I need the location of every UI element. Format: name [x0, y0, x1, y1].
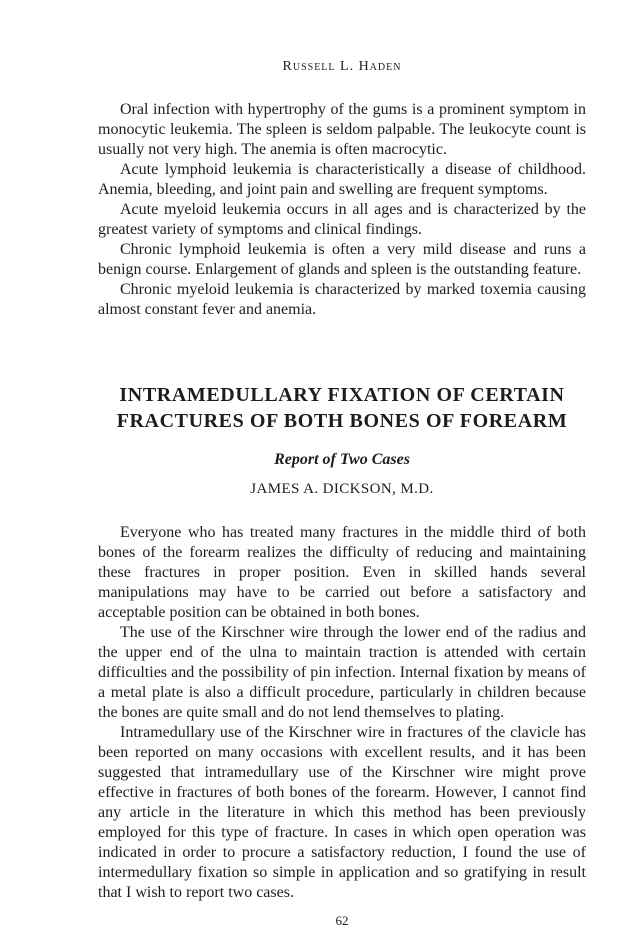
- paragraph: Oral infection with hypertrophy of the gums is a prominent symptom in monocytic leukemia. The spleen is seldom palpable. The leukocyte count is usually not very high. The anemia is often macrocytic.: [98, 101, 586, 158]
- article-title-line: INTRAMEDULLARY FIXATION OF CERTAIN: [119, 384, 565, 406]
- paragraph: The use of the Kirschner wire through the lower end of the radius and the upper end of the ulna to maintain traction is attended with certain difficulties and the possibility of pin infection. Internal fixation by means of a metal plate is also a difficult procedure, particularly in children because the bones are quite small and do not lend themselves to plating.: [98, 624, 586, 721]
- article-subtitle: Report of Two Cases: [274, 451, 410, 468]
- previous-article-text: [98, 100, 586, 320]
- paragraph: Acute myeloid leukemia occurs in all ages and is characterized by the greatest variety of symptoms and clinical findings.: [98, 201, 586, 238]
- article-heading: [98, 382, 586, 499]
- article-author: JAMES A. DICKSON, M.D.: [250, 481, 434, 497]
- paragraph: Acute lymphoid leukemia is characteristically a disease of childhood. Anemia, bleeding, and joint pain and swelling are frequent symptoms.: [98, 161, 586, 198]
- paragraph: Chronic myeloid leukemia is characterized by marked toxemia causing almost constant fever and anemia.: [98, 281, 586, 318]
- journal-page: [98, 58, 586, 938]
- running-head: Russell L. Haden: [282, 59, 402, 74]
- paragraph: Everyone who has treated many fractures in the middle third of both bones of the forearm realizes the difficulty of reducing and maintaining these fractures in proper position. Even in skilled hands several manipulations may have to be carried out before a satisfactory and acceptable position can be obtained in both bones.: [98, 524, 586, 621]
- paragraph: Chronic lymphoid leukemia is often a very mild disease and runs a benign course. Enlargement of glands and spleen is the outstanding feature.: [98, 241, 586, 278]
- article-body: [98, 523, 586, 903]
- article-title-line: FRACTURES OF BOTH BONES OF FOREARM: [116, 410, 568, 432]
- paragraph: Intramedullary use of the Kirschner wire in fractures of the clavicle has been reported on many occasions with excellent results, and it has been suggested that intramedullary use of the Kirschner wire might prove effective in fractures of both bones of the forearm. However, I cannot find any article in the literature in which this method has been previously employed for this type of fracture. In cases in which open operation was indicated in order to procure a satisfactory reduction, I found the use of intermedullary fixation so simple in application and so gratifying in result that I wish to report two cases.: [98, 724, 586, 901]
- page-number: 62: [335, 913, 349, 928]
